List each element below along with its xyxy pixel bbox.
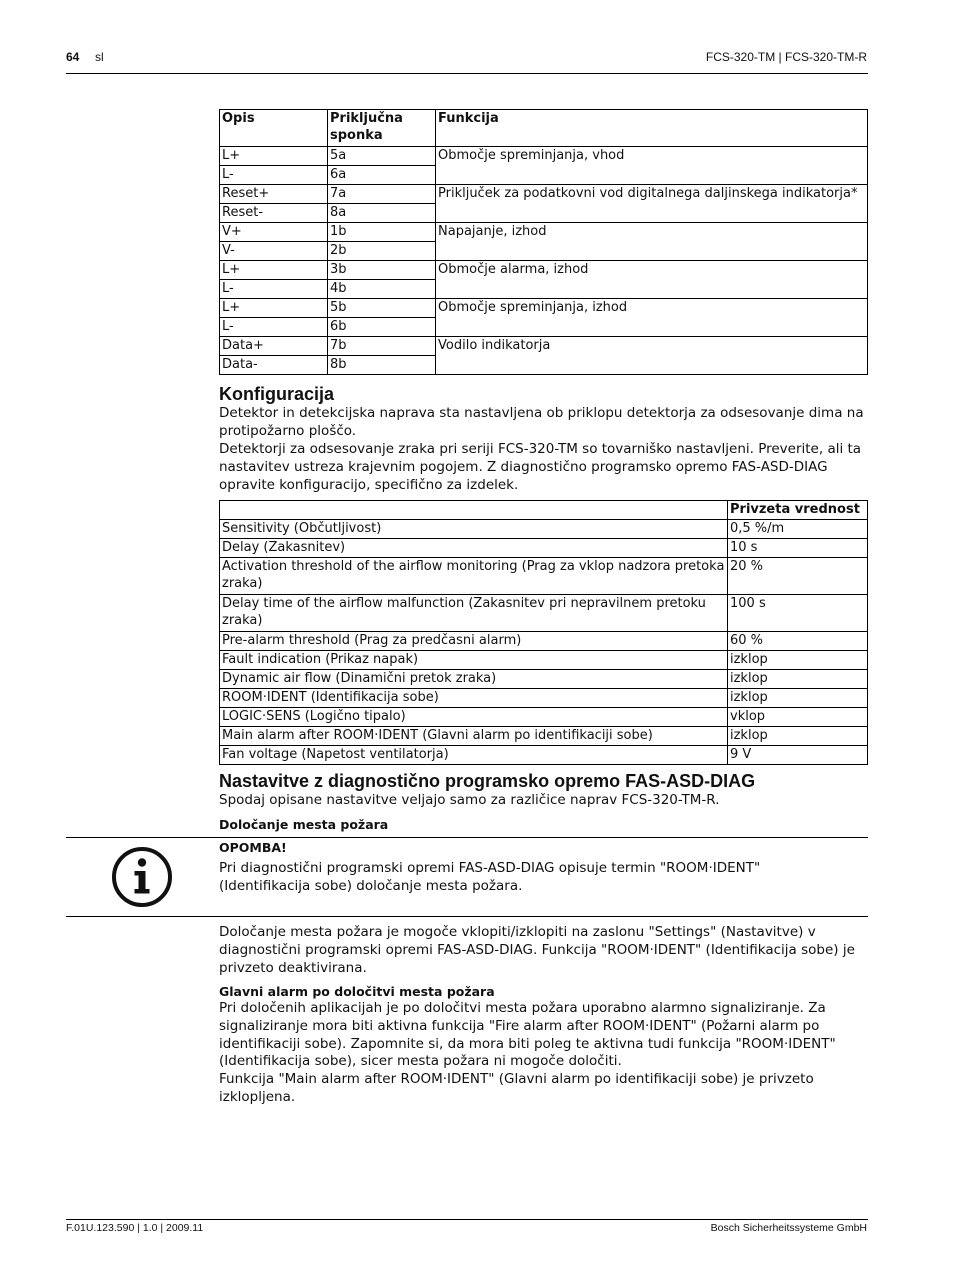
cell-opis: V+ bbox=[220, 223, 328, 242]
cell-funkcija: Območje spreminjanja, vhod bbox=[436, 147, 868, 185]
table-header-row bbox=[220, 501, 868, 520]
table-row bbox=[220, 261, 868, 280]
cell-opis: L+ bbox=[220, 147, 328, 166]
cell-setting: LOGIC·SENS (Logično tipalo) bbox=[220, 708, 728, 727]
cell-value: izklop bbox=[728, 727, 868, 746]
cell-sponka: 1b bbox=[328, 223, 436, 242]
cell-sponka: 3b bbox=[328, 261, 436, 280]
paragraph: Detektor in detekcijska naprava sta nastavljena ob priklopu detektorja za odsesovanje dima na protipožarno ploščo. bbox=[219, 405, 864, 439]
cell-setting: Pre-alarm threshold (Prag za predčasni alarm) bbox=[220, 632, 728, 651]
cell-opis: Data+ bbox=[220, 337, 328, 356]
table-row bbox=[220, 147, 868, 166]
footer-company: Bosch Sicherheitssysteme GmbH bbox=[710, 1222, 867, 1234]
header-default-value: Privzeta vrednost bbox=[728, 501, 868, 520]
cell-sponka: 6b bbox=[328, 318, 436, 337]
cell-value: 100 s bbox=[728, 595, 868, 632]
cell-value: 20 % bbox=[728, 558, 868, 595]
table-row bbox=[220, 520, 868, 539]
cell-opis: L- bbox=[220, 166, 328, 185]
table-header-row bbox=[220, 110, 868, 147]
cell-setting: Main alarm after ROOM·IDENT (Glavni alarm po identifikaciji sobe) bbox=[220, 727, 728, 746]
cell-funkcija: Območje alarma, izhod bbox=[436, 261, 868, 299]
cell-setting: Delay (Zakasnitev) bbox=[220, 539, 728, 558]
table-row bbox=[220, 337, 868, 356]
header-empty bbox=[220, 501, 728, 520]
table-row bbox=[220, 595, 868, 632]
cell-funkcija: Območje spreminjanja, izhod bbox=[436, 299, 868, 337]
cell-value: 10 s bbox=[728, 539, 868, 558]
note-rule-bottom bbox=[66, 916, 868, 917]
cell-value: izklop bbox=[728, 670, 868, 689]
terminal-table bbox=[219, 109, 868, 375]
section-heading-nastavitve: Nastavitve z diagnostično programsko opremo FAS-ASD-DIAG bbox=[219, 771, 756, 791]
cell-funkcija: Priključek za podatkovni vod digitalnega daljinskega indikatorja* bbox=[436, 185, 868, 223]
cell-sponka: 7a bbox=[328, 185, 436, 204]
table-row bbox=[220, 299, 868, 318]
table-row bbox=[220, 727, 868, 746]
cell-opis: L- bbox=[220, 318, 328, 337]
table-row bbox=[220, 746, 868, 765]
cell-setting: Sensitivity (Občutljivost) bbox=[220, 520, 728, 539]
table-row bbox=[220, 670, 868, 689]
header-funkcija: Funkcija bbox=[436, 110, 868, 147]
cell-setting: Delay time of the airflow malfunction (Zakasnitev pri nepravilnem pretoku zraka) bbox=[220, 595, 728, 632]
paragraph: Spodaj opisane nastavitve veljajo samo za različice naprav FCS-320-TM-R. bbox=[219, 792, 720, 808]
cell-opis: L- bbox=[220, 280, 328, 299]
cell-sponka: 7b bbox=[328, 337, 436, 356]
cell-value: 60 % bbox=[728, 632, 868, 651]
cell-setting: Activation threshold of the airflow monitoring (Prag za vklop nadzora pretoka zraka) bbox=[220, 558, 728, 595]
cell-value: vklop bbox=[728, 708, 868, 727]
footer-document-id: F.01U.123.590 | 1.0 | 2009.11 bbox=[66, 1222, 204, 1234]
cell-sponka: 2b bbox=[328, 242, 436, 261]
section-heading-konfiguracija: Konfiguracija bbox=[219, 384, 335, 404]
table-row bbox=[220, 689, 868, 708]
note-text: Pri diagnostični programski opremi FAS-ASD-DIAG opisuje termin "ROOM·IDENT" (Identifikacija sobe) določanje mesta požara. bbox=[219, 860, 761, 894]
cell-setting: Fault indication (Prikaz napak) bbox=[220, 651, 728, 670]
table-row bbox=[220, 539, 868, 558]
cell-sponka: 8a bbox=[328, 204, 436, 223]
table-row bbox=[220, 632, 868, 651]
subheading-dolocanje: Določanje mesta požara bbox=[219, 817, 389, 832]
table-row bbox=[220, 185, 868, 204]
language-code: sl bbox=[95, 50, 104, 64]
header-rule bbox=[66, 73, 868, 74]
default-values-table bbox=[219, 500, 868, 765]
cell-value: izklop bbox=[728, 651, 868, 670]
cell-sponka: 5a bbox=[328, 147, 436, 166]
info-icon bbox=[110, 845, 174, 909]
cell-sponka: 4b bbox=[328, 280, 436, 299]
cell-setting: Dynamic air flow (Dinamični pretok zraka) bbox=[220, 670, 728, 689]
table-row bbox=[220, 558, 868, 595]
cell-value: 0,5 %/m bbox=[728, 520, 868, 539]
cell-opis: Data- bbox=[220, 356, 328, 375]
page-number: 64 bbox=[66, 50, 80, 64]
table-row bbox=[220, 708, 868, 727]
table-row bbox=[220, 651, 868, 670]
cell-funkcija: Napajanje, izhod bbox=[436, 223, 868, 261]
cell-setting: Fan voltage (Napetost ventilatorja) bbox=[220, 746, 728, 765]
cell-sponka: 6a bbox=[328, 166, 436, 185]
header-opis: Opis bbox=[220, 110, 328, 147]
paragraph: Določanje mesta požara je mogoče vklopiti/izklopiti na zaslonu "Settings" (Nastavitve) v diagnostični programski opremi FAS-ASD-DIAG. Funkcija "ROOM·IDENT" (Identifikacija sobe) je privzeto deaktivirana. bbox=[219, 924, 855, 976]
note-rule-top bbox=[66, 837, 868, 838]
note-title: OPOMBA! bbox=[219, 840, 287, 855]
cell-value: 9 V bbox=[728, 746, 868, 765]
paragraph: Funkcija "Main alarm after ROOM·IDENT" (Glavni alarm po identifikaciji sobe) je privzeto izklopljena. bbox=[219, 1071, 814, 1105]
cell-opis: V- bbox=[220, 242, 328, 261]
paragraph: Pri določenih aplikacijah je po določitvi mesta požara uporabno alarmno signaliziranje. Za signaliziranje mora biti aktivna funkcija "Fire alarm after ROOM·IDENT" (Požarni alarm po identifikaciji sobe). Zapomnite si, da mora biti poleg te aktivna tudi funkcija "ROOM·IDENT" (Identifikacija sobe), sicer mesta požara ni mogoče določiti. bbox=[219, 1000, 836, 1070]
footer-rule bbox=[66, 1219, 868, 1220]
paragraph: Detektorji za odsesovanje zraka pri seriji FCS-320-TM so tovarniško nastavljeni. Preverite, ali ta nastavitev ustreza krajevnim pogojem. Z diagnostično programsko opremo FAS-ASD-DIAG opravite konfiguracijo, specifično za izdelek. bbox=[219, 441, 862, 493]
cell-opis: L+ bbox=[220, 299, 328, 318]
document-title: FCS-320-TM | FCS-320-TM-R bbox=[705, 50, 867, 64]
cell-value: izklop bbox=[728, 689, 868, 708]
cell-opis: Reset+ bbox=[220, 185, 328, 204]
cell-sponka: 8b bbox=[328, 356, 436, 375]
cell-sponka: 5b bbox=[328, 299, 436, 318]
cell-opis: L+ bbox=[220, 261, 328, 280]
header-sponka: Priključna sponka bbox=[328, 110, 436, 147]
subheading-glavni-alarm: Glavni alarm po določitvi mesta požara bbox=[219, 984, 495, 999]
cell-funkcija: Vodilo indikatorja bbox=[436, 337, 868, 375]
table-row bbox=[220, 223, 868, 242]
cell-opis: Reset- bbox=[220, 204, 328, 223]
cell-setting: ROOM·IDENT (Identifikacija sobe) bbox=[220, 689, 728, 708]
